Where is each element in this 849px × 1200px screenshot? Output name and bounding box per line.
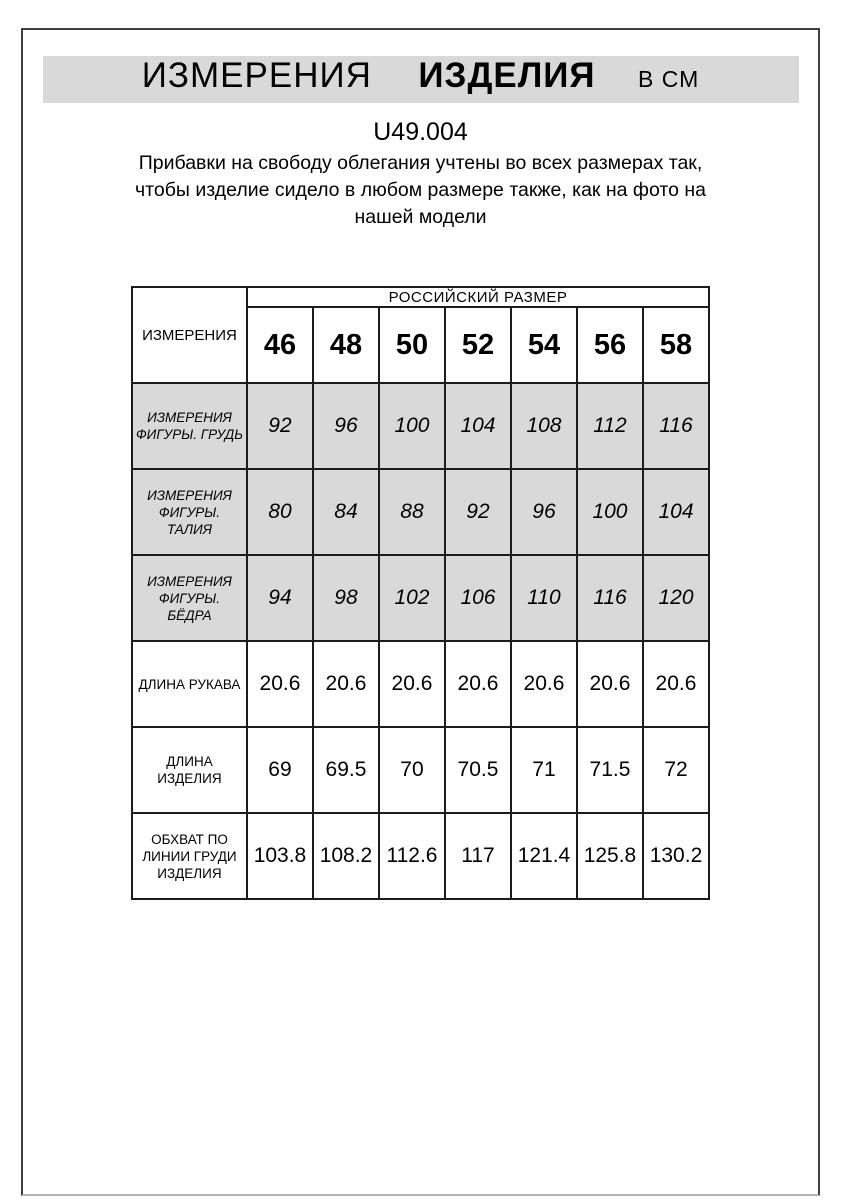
value-cell: 20.6 (313, 641, 379, 727)
size-cell: 50 (379, 307, 445, 383)
value-cell: 88 (379, 469, 445, 555)
value-cell: 20.6 (445, 641, 511, 727)
value-cell: 104 (445, 383, 511, 469)
value-cell: 112 (577, 383, 643, 469)
value-cell: 94 (247, 555, 313, 641)
value-cell: 20.6 (643, 641, 709, 727)
table-header-row-group (132, 287, 709, 307)
title-product: ИЗДЕЛИЯ (418, 56, 596, 95)
value-cell: 108 (511, 383, 577, 469)
value-cell: 116 (577, 555, 643, 641)
value-cell: 20.6 (511, 641, 577, 727)
value-cell: 70 (379, 727, 445, 813)
value-cell: 106 (445, 555, 511, 641)
value-cell: 96 (313, 383, 379, 469)
value-cell: 103.8 (247, 813, 313, 899)
value-cell: 117 (445, 813, 511, 899)
size-cell: 58 (643, 307, 709, 383)
table-row-figure-chest (132, 383, 709, 469)
size-cell: 46 (247, 307, 313, 383)
table-row-garment-length (132, 727, 709, 813)
value-cell: 69.5 (313, 727, 379, 813)
value-cell: 120 (643, 555, 709, 641)
value-cell: 130.2 (643, 813, 709, 899)
table-row-figure-waist (132, 469, 709, 555)
size-cell: 52 (445, 307, 511, 383)
page-frame (21, 28, 820, 1196)
value-cell: 116 (643, 383, 709, 469)
fit-note-line: нашей модели (354, 206, 487, 228)
title-unit: В СМ (638, 66, 700, 92)
value-cell: 92 (445, 469, 511, 555)
table-row-figure-hips (132, 555, 709, 641)
size-cell: 56 (577, 307, 643, 383)
value-cell: 71 (511, 727, 577, 813)
value-cell: 102 (379, 555, 445, 641)
value-cell: 121.4 (511, 813, 577, 899)
value-cell: 100 (379, 383, 445, 469)
fit-note (23, 150, 818, 231)
value-cell: 69 (247, 727, 313, 813)
table-row-sleeve-length (132, 641, 709, 727)
value-cell: 20.6 (577, 641, 643, 727)
value-cell: 108.2 (313, 813, 379, 899)
value-cell: 80 (247, 469, 313, 555)
value-cell: 110 (511, 555, 577, 641)
value-cell: 104 (643, 469, 709, 555)
russian-size-header: РОССИЙСКИЙ РАЗМЕР (247, 287, 709, 307)
row-label: ДЛИНА ИЗДЕЛИЯ (132, 727, 247, 813)
value-cell: 84 (313, 469, 379, 555)
product-code: U49.004 (373, 118, 468, 146)
corner-label: ИЗМЕРЕНИЯ (132, 287, 247, 383)
value-cell: 96 (511, 469, 577, 555)
value-cell: 100 (577, 469, 643, 555)
value-cell: 98 (313, 555, 379, 641)
size-table (131, 286, 710, 900)
size-cell: 54 (511, 307, 577, 383)
value-cell: 20.6 (247, 641, 313, 727)
table-row-chest-girth-garment (132, 813, 709, 899)
row-label: ДЛИНА РУКАВА (132, 641, 247, 727)
value-cell: 72 (643, 727, 709, 813)
value-cell: 71.5 (577, 727, 643, 813)
value-cell: 125.8 (577, 813, 643, 899)
row-label: ИЗМЕРЕНИЯ ФИГУРЫ. БЁДРА (132, 555, 247, 641)
row-label: ОБХВАТ ПО ЛИНИИ ГРУДИ ИЗДЕЛИЯ (132, 813, 247, 899)
value-cell: 20.6 (379, 641, 445, 727)
title-measurements: ИЗМЕРЕНИЯ (141, 56, 372, 95)
row-label: ИЗМЕРЕНИЯ ФИГУРЫ. ТАЛИЯ (132, 469, 247, 555)
row-label: ИЗМЕРЕНИЯ ФИГУРЫ. ГРУДЬ (132, 383, 247, 469)
value-cell: 70.5 (445, 727, 511, 813)
value-cell: 92 (247, 383, 313, 469)
title-bar (43, 56, 799, 103)
fit-note-line: чтобы изделие сидело в любом размере также, как на фото на (135, 179, 706, 201)
size-cell: 48 (313, 307, 379, 383)
value-cell: 112.6 (379, 813, 445, 899)
fit-note-line: Прибавки на свободу облегания учтены во всех размерах так, (138, 152, 703, 174)
